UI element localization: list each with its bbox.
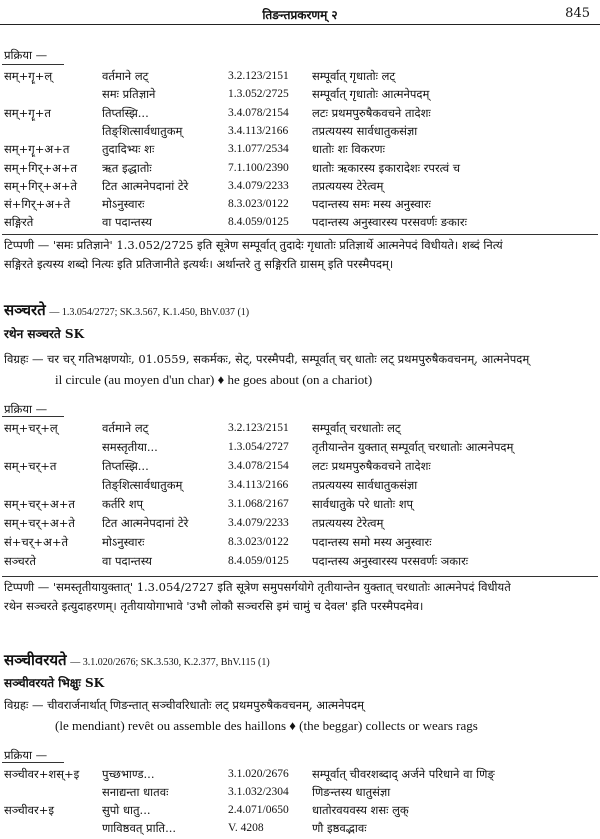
headword: सञ्चीवरयते: [4, 651, 67, 669]
derived-form: सं+गिर्+अ+ते: [4, 197, 71, 212]
explanation: पदान्तस्य समः मस्य अनुस्वारः: [312, 197, 431, 212]
derivation-row: [0, 68, 600, 84]
sutra-name: मोऽनुस्वारः: [102, 535, 145, 549]
derived-form: सम्+चर्+त: [4, 459, 57, 473]
derived-form: सम्+चर्+अ+ते: [4, 516, 75, 530]
derivation-row: [0, 86, 600, 102]
page-number: 845: [565, 6, 590, 21]
sutra-name: तिप्तस्झि...: [102, 459, 149, 473]
sutra-number: 1.3.052/2725: [228, 88, 289, 101]
derivation-row: [0, 534, 600, 550]
sutra-number: 8.3.023/0122: [228, 198, 289, 211]
explanation: तप्रत्ययस्य टेरेत्वम्: [312, 516, 384, 530]
derivation-row: [0, 784, 600, 800]
explanation: सम्पूर्वात् चीवरशब्दाद् अर्जने परिधाने वा णिङ्: [312, 767, 495, 781]
vigraha: विग्रहः — चर चर् गतिभक्षणयोः, 01.0559, सकर्मकः, सेट्, परस्मैपदी, सम्पूर्वात् चर् धातोः लट् प्रथमपुरुषैकवचनम्, आत्मनेपदम्: [4, 352, 530, 366]
sutra-number: 3.1.020/2676: [228, 768, 289, 780]
sutra-name: तुदादिभ्यः शः: [102, 142, 155, 157]
explanation: धातोरवयवस्य शसः लुक्: [312, 803, 409, 817]
explanation: सम्पूर्वात् गृधातोः आत्मनेपदम्: [312, 87, 430, 102]
example-sentence: सञ्चीवरयते भिक्षुः SK: [4, 676, 105, 690]
sutra-name: तिङ्शित्सार्वधातुकम्: [102, 123, 183, 138]
entry-heading: [4, 650, 270, 670]
note-label: टिप्पणी —: [4, 238, 50, 252]
header-rule: [0, 24, 600, 25]
sutra-name: तिङ्शित्सार्वधातुकम्: [102, 478, 183, 492]
sutra-number: 3.4.113/2166: [228, 124, 289, 137]
derived-form: सञ्चीवर+इ: [4, 803, 55, 817]
sutra-number: 3.2.123/2151: [228, 70, 289, 82]
sutra-name: णाविष्ठवत् प्राति...: [102, 821, 177, 835]
entry-references: — 3.1.020/2676; SK.3.530, K.2.377, BhV.115 (1): [70, 657, 270, 668]
prakriya-label: प्रक्रिया —: [4, 748, 48, 762]
explanation: धातोः शः विकरणः: [312, 142, 385, 157]
sutra-name: समस्तृतीया...: [102, 440, 158, 454]
sutra-number: 3.1.077/2534: [228, 143, 289, 156]
sutra-number: 3.4.079/2233: [228, 179, 289, 192]
derivation-row: [0, 458, 600, 474]
derivation-row: [0, 196, 600, 212]
sutra-name: वा पदान्तस्य: [102, 554, 152, 568]
sutra-number: 3.1.032/2304: [228, 786, 289, 798]
sutra-name: वा पदान्तस्य: [102, 215, 152, 230]
sutra-number: 3.1.068/2167: [228, 498, 289, 510]
derived-form: सङ्गिरते: [4, 215, 34, 230]
derivation-row: [0, 141, 600, 157]
derived-form: सम्+चर्+ल्: [4, 421, 58, 435]
note: [4, 236, 596, 274]
entry-heading: [4, 300, 249, 320]
sutra-name: समः प्रतिज्ञाने: [102, 87, 156, 102]
sutra-number: 3.4.113/2166: [228, 479, 289, 491]
sutra-name: वर्तमाने लट्: [102, 69, 149, 83]
derivation-row: [0, 802, 600, 818]
explanation: सार्वधातुके परे धातोः शप्: [312, 497, 414, 511]
derivation-row: [0, 178, 600, 194]
explanation: तप्रत्ययस्य सार्वधातुकसंज्ञा: [312, 478, 418, 492]
headword: सञ्चरते: [4, 301, 46, 319]
explanation: सम्पूर्वात् गृधातोः लट्: [312, 69, 396, 83]
explanation: पदान्तस्य अनुस्वारस्य परसवर्णः ञकारः: [312, 554, 469, 568]
sutra-number: V. 4208: [228, 822, 264, 834]
derived-form: सञ्चरते: [4, 554, 36, 568]
sutra-name: मोऽनुस्वारः: [102, 197, 145, 212]
derivation-row: [0, 477, 600, 493]
derivation-row: [0, 439, 600, 455]
derivation-row: [0, 515, 600, 531]
sutra-name: सुपो धातु...: [102, 803, 151, 817]
explanation: धातोः ऋकारस्य इकारादेशः रपरत्वं च: [312, 160, 461, 175]
sutra-name: टित आत्मनेपदानां टेरे: [102, 178, 189, 193]
note: [4, 578, 596, 616]
sutra-number: 7.1.100/2390: [228, 161, 289, 174]
section-rule: [2, 576, 598, 577]
sutra-number: 3.4.079/2233: [228, 517, 289, 529]
sutra-name: वर्तमाने लट्: [102, 421, 149, 435]
sutra-number: 8.4.059/0125: [228, 555, 289, 567]
sutra-number: 1.3.054/2727: [228, 441, 289, 453]
section-rule: [2, 234, 598, 235]
section-rule: [2, 64, 64, 65]
sutra-number: 3.4.078/2154: [228, 106, 289, 119]
note-line: रथेन सञ्चरते इत्युदाहरणम्। तृतीयायोगाभावे 'उभौ लोकौ सञ्चरसि इमं चामुं च देवल' इति परस्मैपदमेव।: [4, 599, 424, 613]
derived-form: सम्+गिर्+अ+ते: [4, 178, 78, 193]
sutra-number: 3.2.123/2151: [228, 422, 289, 434]
explanation: तप्रत्ययस्य टेरेत्वम्: [312, 178, 384, 193]
derivation-row: [0, 123, 600, 139]
derivation-row: [0, 820, 600, 836]
vigraha: विग्रहः — चीवरार्जनार्थात् णिङन्तात् सञ्चीवरिधातोः लट् प्रथमपुरुषैकवचनम्, आत्मनेपदम्: [4, 698, 365, 712]
explanation: लटः प्रथमपुरुषैकवचने तादेशः: [312, 105, 431, 120]
sutra-number: 3.4.078/2154: [228, 460, 289, 472]
chapter-title: तिङन्तप्रकरणम् २: [262, 8, 338, 22]
derivation-row: [0, 160, 600, 176]
explanation: पदान्तस्य अनुस्वारस्य परसवर्णः ङकारः: [312, 215, 467, 230]
derivation-row: [0, 553, 600, 569]
prakriya-label: प्रक्रिया —: [4, 402, 48, 416]
derived-form: सम्+गॄ+ल्: [4, 69, 53, 83]
note-line: 'समस्तृतीयायुक्तात्' 1.3.054/2727 इति सूत्रेण समुपसर्गयोगे तृतीयान्तेन युक्तात् चरधातोः आत्मनेपदं विधीयते: [52, 580, 511, 594]
note-line: 'समः प्रतिज्ञाने' 1.3.052/2725 इति सूत्रेण सम्पूर्वात् तुदादेः गृधातोः प्रतिज्ञार्थे आत्मनेपदं विधीयते। शब्दं नित्यं: [52, 238, 503, 252]
section-rule: [2, 762, 64, 763]
explanation: सम्पूर्वात् चरधातोः लट्: [312, 421, 401, 435]
explanation: लटः प्रथमपुरुषैकवचने तादेशः: [312, 459, 431, 473]
derived-form: सम्+गॄ+त: [4, 105, 51, 120]
sutra-name: ऋत इद्धातोः: [102, 160, 152, 175]
note-line: सङ्गिरते इत्यस्य शब्दो नित्यः इति प्रतिजानीते इत्यर्थः। अर्थान्तरे तु सङ्गिरति ग्रासम् इति परस्मैपदम्।: [4, 257, 394, 271]
sutra-number: 8.4.059/0125: [228, 216, 289, 229]
sutra-name: कर्तरि शप्: [102, 497, 144, 511]
derivation-row: [0, 420, 600, 436]
derivation-row: [0, 496, 600, 512]
sutra-name: पुच्छभाण्ड...: [102, 767, 155, 781]
derivation-row: [0, 214, 600, 230]
running-header: [0, 6, 600, 22]
explanation: णिङन्तस्य धातुसंज्ञा: [312, 785, 391, 799]
derived-form: सञ्चीवर+शस्+इ: [4, 767, 80, 781]
derived-form: सम्+चर्+अ+त: [4, 497, 75, 511]
explanation: तप्रत्ययस्य सार्वधातुकसंज्ञा: [312, 123, 418, 138]
example-sentence: रथेन सञ्चरते SK: [4, 327, 85, 341]
derived-form: सम्+गिर्+अ+त: [4, 160, 78, 175]
derivation-row: [0, 766, 600, 782]
explanation: णौ इष्ठवद्भावः: [312, 821, 367, 835]
explanation: तृतीयान्तेन युक्तात् सम्पूर्वात् चरधातोः आत्मनेपदम्: [312, 440, 514, 454]
entry-references: — 1.3.054/2727; SK.3.567, K.1.450, BhV.037 (1): [49, 307, 250, 318]
explanation: पदान्तस्य समो मस्य अनुस्वारः: [312, 535, 432, 549]
translation: (le mendiant) revêt ou assemble des haillons ♦ (the beggar) collects or wears rags: [55, 718, 478, 733]
translation: il circule (au moyen d'un char) ♦ he goes about (on a chariot): [55, 372, 373, 387]
section-rule: [2, 416, 64, 417]
sutra-name: तिप्तस्झि...: [102, 105, 149, 120]
derived-form: सं+चर्+अ+ते: [4, 535, 69, 549]
derivation-row: [0, 105, 600, 121]
note-label: टिप्पणी —: [4, 580, 50, 594]
prakriya-label: प्रक्रिया —: [4, 48, 48, 62]
sutra-number: 8.3.023/0122: [228, 536, 289, 548]
derived-form: सम्+गॄ+अ+त: [4, 142, 70, 157]
sutra-name: सनाद्यन्ता धातवः: [102, 785, 169, 799]
sutra-name: टित आत्मनेपदानां टेरे: [102, 516, 189, 530]
sutra-number: 2.4.071/0650: [228, 804, 289, 816]
